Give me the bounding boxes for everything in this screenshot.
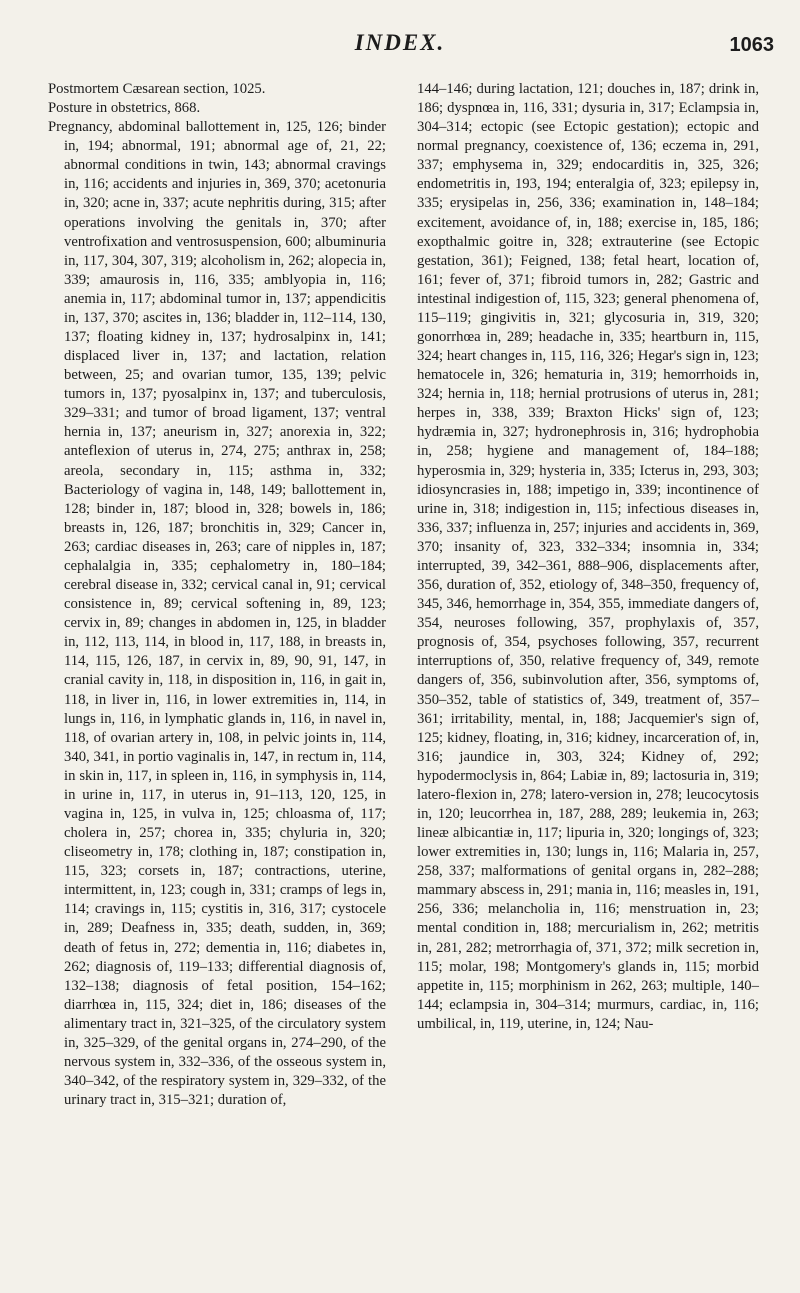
index-entry: Postmortem Cæsarean section, 1025. [48, 81, 266, 97]
index-column-left [48, 80, 386, 1110]
index-entry: Pregnancy, abdominal ballottement in, 125, 126; binder in, 194; abnormal, 191; abnormal age of, 21, 22; abnormal conditions in twin, 143; abnormal cravings in, 116; accidents and injuries in, 369, 370; acetonuria in, 320; acne in, 337; acute nephritis during, 315; after operations involving the genitals in, 370; after ventrofixation and ventrosuspension, 600; albuminuria in, 117, 304, 307, 319; alcoholism in, 262; alopecia in, 339; amaurosis in, 116, 335; amblyopia in, 116; anemia in, 117; abdominal tumor in, 137; appendicitis in, 137, 370; ascites in, 136; bladder in, 112–114, 130, 137; floating kidney in, 137; hydrosalpinx in, 141; displaced liver in, 137; and lactation, relation between, 25; and ovarian tumor, 135, 139; pelvic tumors in, 137; pyosalpinx in, 137; and tuberculosis, 329–331; and tumor of broad ligament, 137; ventral hernia in, 137; aneurism in, 327; anorexia in, 322; anteflexion of uterus in, 274, 275; anthrax in, 258; areola, secondary in, 115; asthma in, 332; Bacteriology of vagina in, 148, 149; ballottement in, 128; binder in, 187; blood in, 328; bowels in, 186; breasts in, 126, 187; bronchitis in, 329; Cancer in, 263; cardiac diseases in, 263; care of nipples in, 187; cephalalgia in, 335; cephalometry in, 180–184; cerebral disease in, 332; cervical canal in, 91; cervical consistence in, 89; cervical softening in, 89, 123; cervix in, 89; changes in abdomen in, 125, in bladder in, 112, 113, 114, in blood in, 117, 188, in breasts in, 114, 115, 126, 187, in cervix in, 89, 90, 91, 147, in cranial cavity in, 118, in disposition in, 116, in gait in, 118, in liver in, 116, in lower extremities in, 114, in lungs in, 116, in lymphatic glands in, 116, in navel in, 118, of ovarian artery in, 108, in pelvic joints in, 114, 340, 341, in portio vaginalis in, 147, in rectum in, 114, in skin in, 117, in spleen in, 116, in symphysis in, 114, in urine in, 117, in uterus in, 91–113, 120, 125, in vagina in, 125, in vulva in, 125; chloasma of, 117; cholera in, 257; chorea in, 335; chyluria in, 320; cliseometry in, 178; clothing in, 187; constipation in, 115, 323; corsets in, 187; contractions, uterine, intermittent, in, 123; cough in, 331; cramps of legs in, 114; cravings in, 115; cystitis in, 316, 317; cystocele in, 289; Deafness in, 335; death, sudden, in, 369; death of fetus in, 272; dementia in, 116; diabetes in, 262; diagnosis of, 119–133; differential diagnosis of, 132–138; diagnosis of fetal position, 154–162; diarrhœa in, 115, 324; diet in, 186; diseases of the alimentary tract in, 321–325, of the circulatory system in, 325–329, of the genital organs in, 274–290, of the nervous system in, 332–336, of the osseous system in, 340–342, of the respiratory system in, 329–332, of the urinary tract in, 315–321; duration of, [48, 119, 386, 1109]
index-entry: Posture in obstetrics, 868. [48, 100, 201, 117]
page-number: 1063 [729, 34, 774, 56]
index-column-right [417, 80, 759, 1034]
running-header-title: INDEX. [354, 30, 446, 55]
index-entry-continued: 144–146; during lactation, 121; douches in, 187; drink in, 186; dyspnœa in, 116, 331; dysuria in, 317; Eclampsia in, 304–314; ectopic (see Ectopic gestation); ectopic and normal pregnancy, coexistence of, 136; eczema in, 291, 337; emphysema in, 329; endocarditis in, 325, 326; endometritis in, 193, 194; enteralgia of, 323; epilepsy in, 335; erysipelas in, 256, 336; examination in, 148–184; excitement, avoidance of, in, 188; exercise in, 185, 186; exopthalmic goitre in, 328; extrauterine (see Ectopic gestation, 361); Feigned, 138; fetal heart, location of, 161; fever of, 371; fibroid tumors in, 282; Gastric and intestinal indigestion of, 115, 323; general phenomena of, 115–119; gingivitis in, 321; glycosuria in, 319, 320; gonorrhœa in, 289; headache in, 335; heartburn in, 115, 324; heart changes in, 115, 116, 326; Hegar's sign in, 123; hematocele in, 326; hematuria in, 319; hemorrhoids in, 324; hernia in, 118; hernial protrusions of uterus in, 281; herpes in, 338, 339; Braxton Hicks' sign of, 123; hydræmia in, 327; hydronephrosis in, 316; hydrophobia in, 258; hygiene and management of, 184–188; hyperosmia in, 329; hysteria in, 335; Icterus in, 293, 303; idiosyncrasies in, 188; impetigo in, 339; incontinence of urine in, 318; indigestion in, 115; infectious diseases in, 336, 337; influenza in, 257; injuries and accidents in, 369, 370; insanity of, 323, 332–334; insomnia in, 334; interrupted, 39, 342–361, 888–906, displacements after, 356, duration of, 352, etiology of, 348–350, frequency of, 345, 346, hemorrhage in, 354, 355, immediate dangers of, 354, neuroses following, 357, prophylaxis of, 357, prognosis of, 354, psychoses following, 357, recurrent interruptions of, 350, relative frequency of, 349, remote dangers of, 356, subinvolution after, 356, symptoms of, 350–352, table of statistics of, 349, treatment of, 357–361; irritability, mental, in, 188; Jacquemier's sign of, 125; kidney, floating, in, 316; kidney, incarceration of, in, 316; jaundice in, 303, 324; Kidney of, 292; hypodermoclysis in, 864; Labiæ in, 89; lactosuria in, 319; latero-flexion in, 278; latero-version in, 278; leucocytosis in, 120; leucorrhea in, 187, 288, 289; leukemia in, 263; lineæ albicantiæ in, 117; lipuria in, 320; longings of, 323; lower extremities in, 130; lungs in, 116; Malaria in, 257, 258, 337; malformations of genital organs in, 282–288; mammary abscess in, 291; mania in, 116; measles in, 191, 256, 336; melancholia in, 116; menstruation in, 23; mental condition in, 188; mercurialism in, 262; metritis in, 281, 282; metrorrhagia of, 371, 372; milk secretion in, 115; molar, 198; Montgomery's glands in, 115; morbid appetite in, 115; morphinism in 262, 263; multiple, 140–144; eclampsia in, 304–314; murmurs, cardiac, in, 116; umbilical, in, 119, uterine, in, 124; Nau- [417, 81, 759, 1032]
